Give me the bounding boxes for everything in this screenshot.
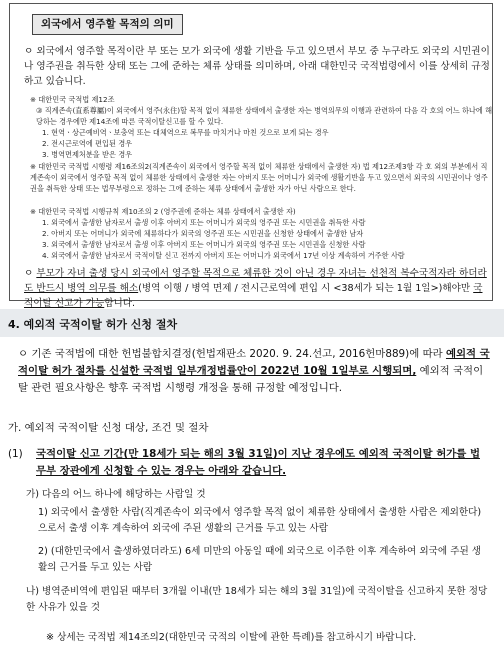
note-line: ③ 직계존속(直系尊屬)이 외국에서 영주(永住)할 목적 없이 체류한 상태에서 출생한 자는 병역의무의 이행과 관련하여 다음 각 호의 어느 하나에 해당하는 경우에만 제14조에 따른 국적이탈신고를 할 수 있다. [36, 106, 493, 126]
note-line: 2. 전시근로역에 편입된 경우 [42, 139, 133, 148]
note-line: ※ 대한민국 국적법 시행령 제16조의2(직계존속이 외국에서 영주할 목적 없이 체류한 상태에서 출생한 자) 법 제12조제3항 각 호 외의 부분에서 직계존속이 외국에서 영주할 목적 없이 체류한 상태에서 출생한 자는 아버지 또는 어머니가 외국에 생활기반을 두고 있으면서 외국의 시민권이나 영주권을 취득한 상태 또는 법무부령으로 정하는 그에 준하는 체류 상태에서 출생한 자가 아닌 사람으로 한다. [30, 162, 488, 193]
box-paragraph-1: ㅇ 외국에서 영주할 목적이란 부 또는 모가 외국에 생활 기반을 두고 있으면서 부모 중 누구라도 외국의 시민권이나 영주권을 취득한 상태 또는 그에 준하는 체류 상태를 의미하며, 아래 대한민국 국적법령에서 이를 상세히 규정하고 있습니다. [24, 46, 490, 87]
item-number: (1) [8, 448, 23, 460]
list-ga-1: 1) 외국에서 출생한 사람(직계존속이 외국에서 영주할 목적 없이 체류한 상태에서 출생한 사람은 제외한다)으로서 출생 이후 계속하여 외국에 주된 생활의 근거를 두고 있는 사람 [38, 507, 482, 534]
item-text: 국적이탈 신고 기간(만 18세가 되는 해의 3월 31일)이 지난 경우에도 예외적 국적이탈 허가를 법무부 장관에게 신청할 수 있는 경우는 아래와 같습니다. [36, 448, 480, 477]
note-line: 4. 외국에서 출생한 남자로서 국적이탈 신고 전까지 아버지 또는 어머니가 외국에서 17년 이상 계속하여 거주한 사람 [42, 251, 405, 260]
box-title: 외국에서 영주할 목적의 의미 [32, 14, 183, 35]
note-line: 2. 아버지 또는 어머니가 외국에 체류하다가 외국의 영주권 또는 시민권을 신청한 상태에서 출생한 남자 [42, 229, 364, 238]
note-line: 3. 병역면제처분을 받은 경우 [42, 150, 133, 159]
list-ga: 가) 다음의 어느 하나에 해당하는 사람일 것 [26, 489, 206, 500]
section-header [0, 309, 504, 337]
note-line: 3. 외국에서 출생한 남자로서 출생 이후 아버지 또는 어머니가 외국의 영주권 또는 시민권을 신청한 사람 [42, 240, 366, 249]
subsection-title: 가. 예외적 국적이탈 신청 대상, 조건 및 절차 [8, 422, 209, 434]
list-na: 나) 병역준비역에 편입된 때부터 3개월 이내(만 18세가 되는 해의 3월 31일)에 국적이탈을 신고하지 못한 정당한 사유가 있을 것 [26, 586, 488, 613]
list-ga-2: 2) (대한민국에서 출생하였더라도) 6세 미만의 아동일 때에 외국으로 이주한 이후 계속하여 외국에 주된 생활의 근거를 두고 있는 사람 [38, 546, 482, 573]
note-line: ※ 대한민국 국적법 제12조 [30, 95, 115, 104]
section-title: 4. 예외적 국적이탈 허가 신청 절차 [8, 318, 178, 331]
note-line: ※ 대한민국 국적법 시행규칙 제10조의 2 (영주권에 준하는 체류 상태에서 출생한 자) [30, 207, 296, 216]
section-paragraph: ㅇ 기존 국적법에 대한 헌법불합치결정(헌법재판소 2020. 9. 24.선고, 2016헌마889)에 따라 예외적 국적이탈 허가 절차를 신설한 국적법 일부개정법률안이 2022년 10월 1일부로 시행되며, 예외적 국적이탈 관련 필요사항은 향후 국적법 시행령 개정을 통해 규정할 예정입니다. [18, 348, 490, 394]
note-line: 1. 외국에서 출생한 남자로서 출생 이후 아버지 또는 어머니가 외국의 영주권 또는 시민권을 취득한 사람 [42, 218, 366, 227]
reference-note: ※ 상세는 국적법 제14조의2(대한민국 국적의 이탈에 관한 특례)를 참고하시기 바랍니다. [46, 632, 417, 643]
box-paragraph-2: ㅇ 부모가 자녀 출생 당시 외국에서 영주할 목적으로 체류한 것이 아닌 경우 자녀는 선천적 복수국적자라 하더라도 반드시 병역 의무를 해소(병역 이행 / 병역 면제 / 전시근로역에 편입 시 <38세가 되는 1월 1일>)해야만 국적이탈 신고가 가능합니다. [24, 268, 487, 309]
info-box [9, 3, 493, 309]
note-line: 1. 현역ㆍ상근예비역ㆍ보충역 또는 대체역으로 복무를 마치거나 마친 것으로 보게 되는 경우 [42, 128, 329, 137]
